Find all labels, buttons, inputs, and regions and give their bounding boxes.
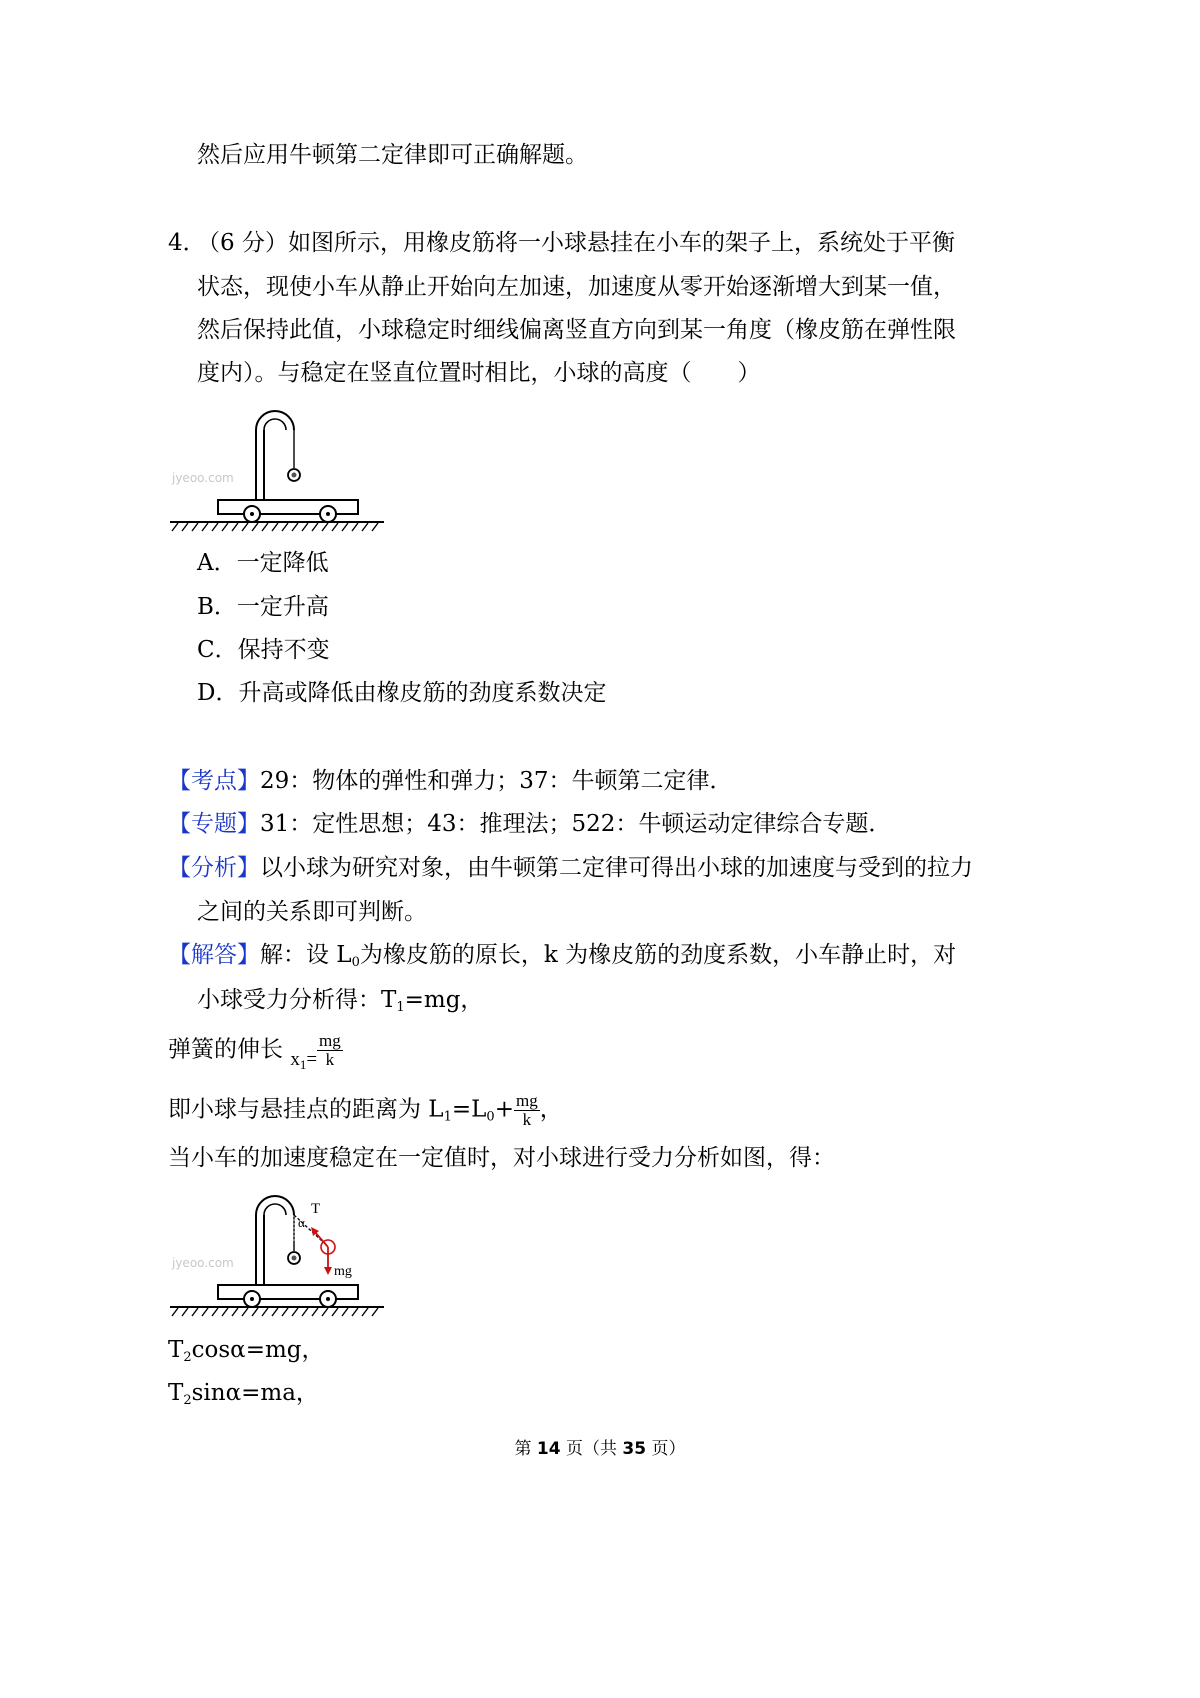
subscript: 2 — [183, 1393, 192, 1408]
math-x: x — [290, 1048, 300, 1070]
fraction-mg-over-k: $\frac{mg}{k}$ — [515, 1091, 538, 1129]
kaodian-row — [168, 766, 733, 796]
math-plus: + — [494, 1096, 514, 1123]
distance-line — [168, 1092, 563, 1129]
label-alpha: α — [298, 1215, 305, 1230]
fenxi-tag: 【分析】 — [168, 855, 260, 881]
footer-text: 页（共 — [560, 1439, 623, 1459]
fenxi-text-1: 以小球为研究对象，由牛顿第二定律可得出小球的加速度与受到的拉力 — [260, 855, 973, 881]
math-eq: = — [306, 1048, 318, 1070]
zhuanti-row — [168, 809, 891, 839]
jieda-row — [168, 940, 956, 970]
option-d: D．升高或降低由橡皮筋的劲度系数决定 — [197, 680, 607, 706]
comma: ， — [539, 1096, 563, 1123]
math-T: T — [168, 1337, 184, 1363]
footer-text: 页） — [646, 1439, 686, 1459]
kaodian-text: 29：物体的弹性和弹力；37：牛顿第二定律． — [260, 768, 733, 794]
fraction-mg-over-k: $\frac{mg}{k}$ — [319, 1031, 341, 1069]
equation-cos — [168, 1335, 325, 1365]
equation-sin — [168, 1378, 319, 1408]
accel-line: 当小车的加速度稳定在一定值时，对小球进行受力分析如图，得： — [168, 1145, 835, 1171]
page-total: 35 — [622, 1439, 647, 1459]
subscript: 2 — [183, 1350, 192, 1365]
question-number: 4． — [168, 230, 206, 256]
question-line-1: （6 分）如图所示，用橡皮筋将一小球悬挂在小车的架子上，系统处于平衡 — [197, 230, 955, 256]
question-line-3: 然后保持此值，小球稳定时细线偏离竖直方向到某一角度（橡皮筋在弹性限 — [197, 317, 956, 343]
jieda-text-1a: 解：设 L — [260, 942, 352, 968]
label-mg: mg — [334, 1264, 352, 1279]
subscript: 0 — [351, 955, 360, 970]
option-a: A．一定降低 — [197, 550, 329, 576]
fenxi-row — [168, 853, 973, 883]
math-eq: =L — [451, 1096, 487, 1123]
subscript: 1 — [299, 1056, 307, 1072]
page-footer — [0, 1434, 1200, 1459]
distance-text: 即小球与悬挂点的距离为 L — [168, 1096, 444, 1123]
stretch-text: 弹簧的伸长 — [168, 1036, 283, 1063]
zhuanti-tag: 【专题】 — [168, 811, 260, 837]
math-T: T — [168, 1380, 184, 1406]
page-number: 14 — [536, 1439, 561, 1459]
cart-body — [218, 500, 358, 514]
subscript: 1 — [443, 1109, 452, 1125]
figure-watermark: jyeoo.com — [172, 471, 234, 485]
footer-text: 第 — [514, 1439, 537, 1459]
subscript: 1 — [396, 1000, 405, 1015]
question-line-2: 状态，现使小车从静止开始向左加速，加速度从零开始逐渐增大到某一值， — [197, 274, 956, 300]
math-rest: cosα=mg， — [191, 1337, 325, 1363]
question-line-4: 度内）。与稳定在竖直位置时相比，小球的高度（ ） — [197, 360, 761, 386]
label-T: T — [311, 1201, 321, 1217]
option-b: B．一定升高 — [197, 594, 329, 620]
cart-pendulum-figure — [168, 400, 388, 535]
zhuanti-text: 31：定性思想；43：推理法；522：牛顿运动定律综合专题． — [260, 811, 892, 837]
kaodian-tag: 【考点】 — [168, 768, 260, 794]
math-rest: sinα=ma， — [191, 1380, 319, 1406]
stretch-line — [168, 1031, 343, 1072]
subscript: 0 — [486, 1109, 495, 1125]
jieda-tag: 【解答】 — [168, 942, 260, 968]
jieda-text-2a: 小球受力分析得：T — [197, 987, 397, 1013]
option-c: C．保持不变 — [197, 637, 330, 663]
jieda-text-2b: =mg， — [404, 987, 484, 1013]
jieda-line-2 — [197, 985, 483, 1015]
fenxi-text-2: 之间的关系即可判断。 — [197, 899, 427, 925]
prev-answer-tail: 然后应用牛顿第二定律即可正确解题。 — [197, 142, 588, 168]
figure-watermark: jyeoo.com — [172, 1256, 234, 1270]
force-analysis-figure — [168, 1185, 388, 1320]
jieda-text-1b: 为橡皮筋的原长，k 为橡皮筋的劲度系数，小车静止时，对 — [359, 942, 957, 968]
